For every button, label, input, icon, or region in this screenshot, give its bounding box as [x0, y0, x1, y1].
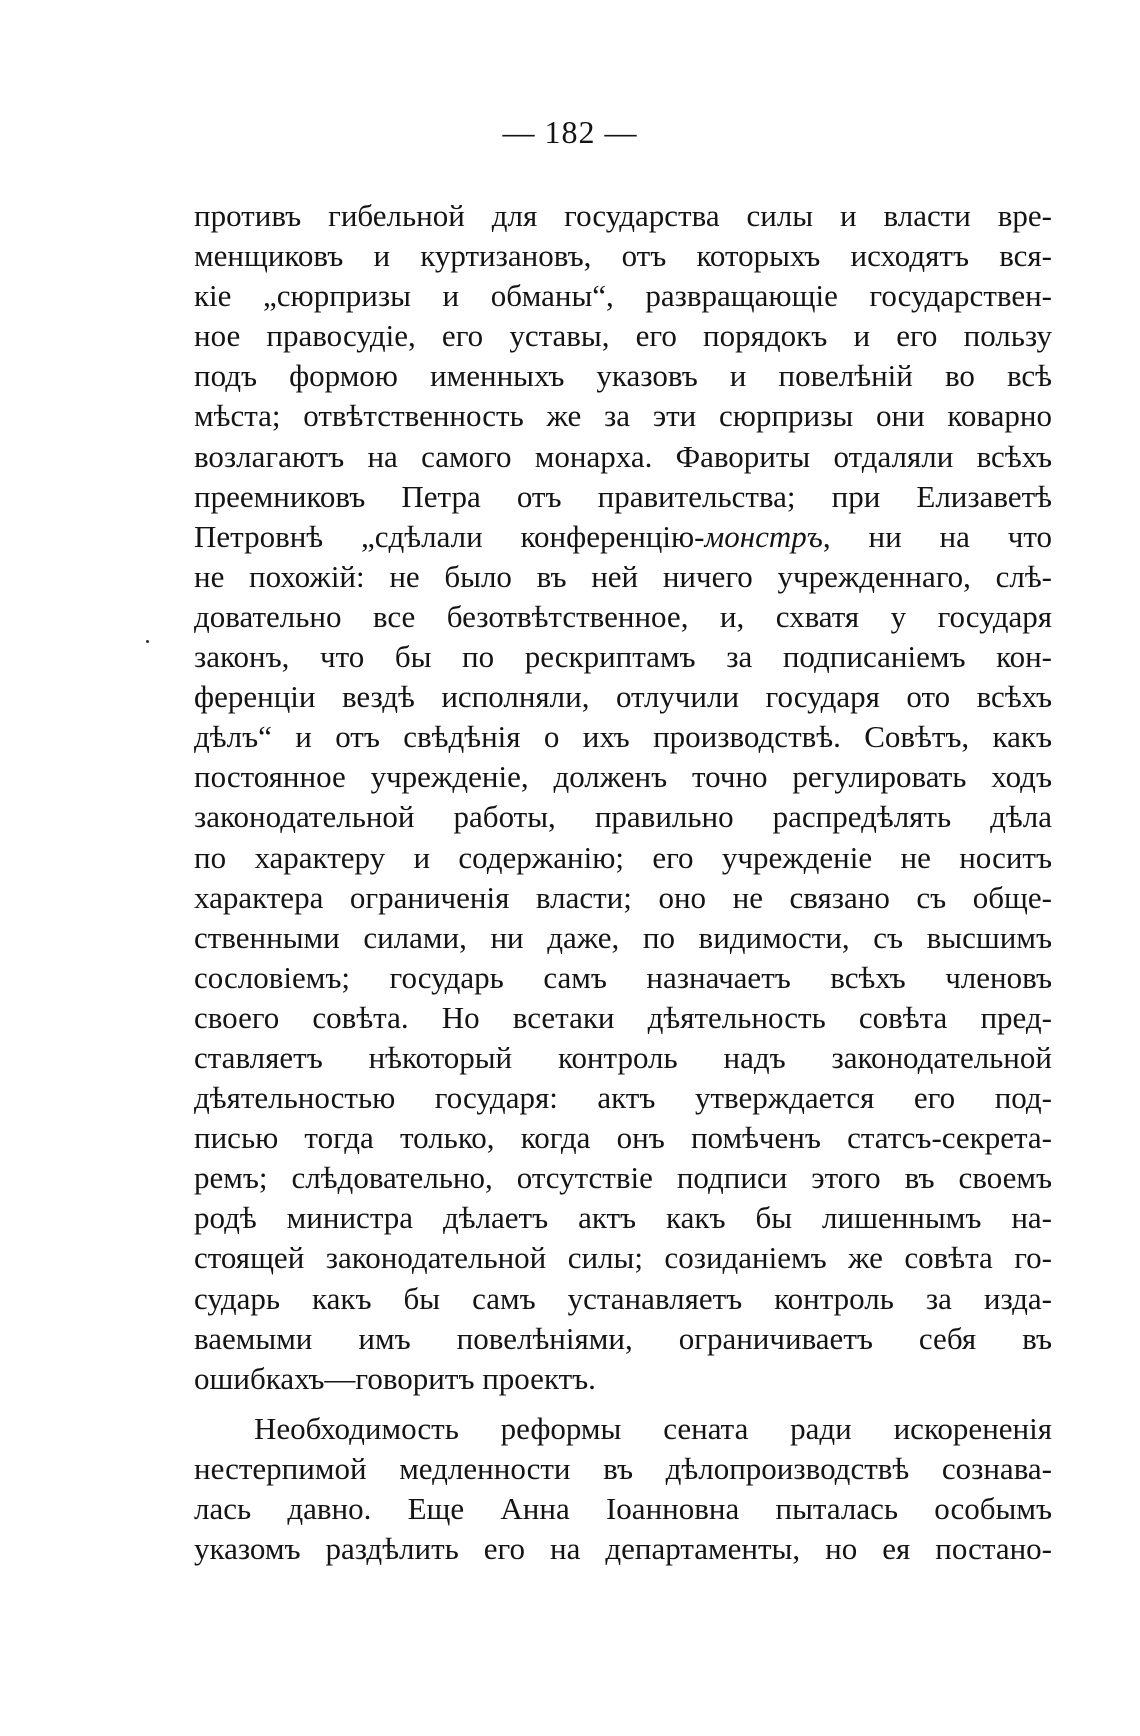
text-line: указомъ раздѣлить его на департаменты, но ея постано-	[194, 1531, 1052, 1567]
text-line: не похожій: не было въ ней ничего учрежденнаго, слѣ-	[194, 558, 1052, 594]
text-line: писью тогда только, когда онъ помѣченъ статсъ-секрета-	[194, 1120, 1052, 1156]
body-text	[194, 196, 1052, 1569]
italic-word: монстръ	[704, 518, 823, 554]
text-line: постоянное учрежденіе, долженъ точно регулировать ходъ	[194, 759, 1052, 795]
text-line: характера ограниченія власти; оно не связано съ обще-	[194, 879, 1052, 915]
text-line: своего совѣта. Но всетаки дѣятельность совѣта пред-	[194, 999, 1052, 1035]
text-line: ференціи вездѣ исполняли, отлучили государя ото всѣхъ	[194, 679, 1052, 715]
text-line: дѣлъ“ и отъ свѣдѣнія о ихъ производствѣ. Совѣтъ, какъ	[194, 719, 1052, 755]
text-line: законъ, что бы по рескриптамъ за подписаніемъ кон-	[194, 639, 1052, 675]
text-line: кіе „сюрпризы и обманы“, развращающіе государствен-	[194, 278, 1052, 314]
text-line: по характеру и содержанію; его учрежденіе не носитъ	[194, 839, 1052, 875]
text-fragment: , ни на что	[822, 518, 1052, 554]
stray-ink-dot	[146, 640, 149, 643]
text-line: ошибкахъ—говоритъ проектъ.	[194, 1360, 596, 1396]
text-line: стоящей законодательной силы; созиданіемъ же совѣта го-	[194, 1240, 1052, 1276]
text-fragment: Петровнѣ „сдѣлали конференцію-	[194, 518, 705, 554]
text-line: дѣятельностью государя: актъ утверждается его под-	[194, 1080, 1052, 1116]
text-line: противъ гибельной для государства силы и власти вре-	[194, 198, 1052, 233]
text-line: нестерпимой медленности въ дѣлопроизводствѣ сознава-	[194, 1450, 1052, 1486]
text-line	[194, 517, 1052, 557]
text-line: ственными силами, ни даже, по видимости, съ высшимъ	[194, 919, 1052, 955]
text-line: менщиковъ и куртизановъ, отъ которыхъ исходятъ вся-	[194, 238, 1052, 274]
text-line: мѣста; отвѣтственность же за эти сюрпризы они коварно	[194, 398, 1052, 434]
text-line: законодательной работы, правильно распредѣлять дѣла	[194, 799, 1052, 835]
page-number: — 182 —	[502, 114, 638, 150]
text-line: ваемыми имъ повелѣніями, ограничиваетъ себя въ	[194, 1320, 1052, 1356]
text-line: сударь какъ бы самъ устанавляетъ контроль за изда-	[194, 1280, 1052, 1316]
text-line: возлагаютъ на самого монарха. Фавориты отдаляли всѣхъ	[194, 438, 1052, 474]
text-line: подъ формою именныхъ указовъ и повелѣній во всѣ	[194, 358, 1052, 394]
text-line: ное правосудіе, его уставы, его порядокъ и его пользу	[194, 318, 1052, 354]
text-line: лась давно. Еще Анна Іоанновна пыталась особымъ	[194, 1491, 1052, 1526]
text-line: Необходимость реформы сената ради искорененія	[254, 1410, 1052, 1446]
text-line: ставляетъ нѣкоторый контроль надъ законодательной	[194, 1039, 1052, 1075]
text-line: родѣ министра дѣлаетъ актъ какъ бы лишеннымъ на-	[194, 1200, 1052, 1236]
text-line: ремъ; слѣдовательно, отсутствіе подписи этого въ своемъ	[194, 1160, 1052, 1196]
text-line: сословіемъ; государь самъ назначаетъ всѣхъ членовъ	[194, 959, 1052, 995]
paragraph-gap	[194, 1399, 1052, 1409]
text-line: преемниковъ Петра отъ правительства; при Елизаветѣ	[194, 478, 1052, 514]
paragraph-1	[194, 196, 1052, 1399]
text-line: довательно все безотвѣтственное, и, схватя у государя	[194, 598, 1052, 634]
paragraph-2	[194, 1409, 1052, 1569]
